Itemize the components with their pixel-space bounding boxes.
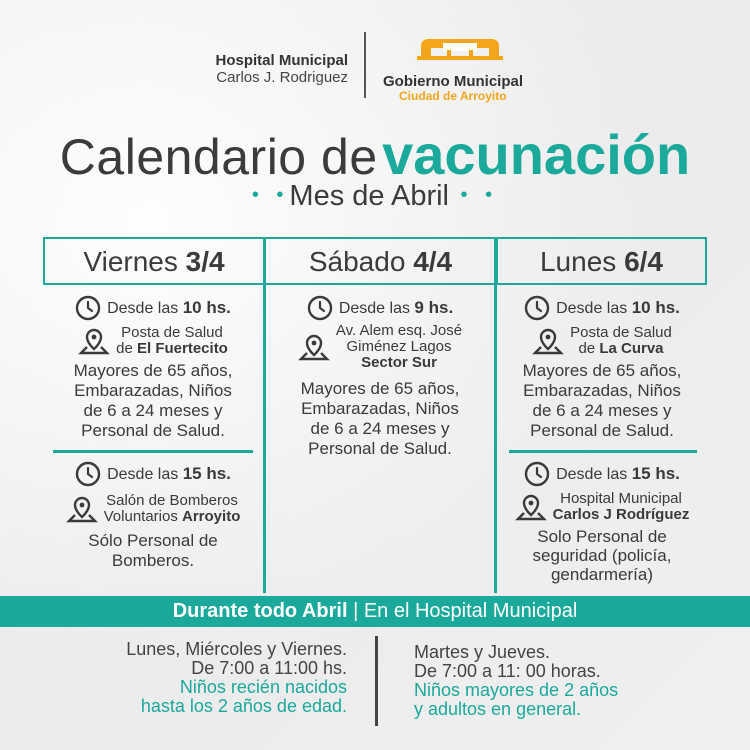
time-row: [43, 461, 263, 487]
hospital-name-line1: Hospital Municipal: [215, 52, 348, 69]
desc-line: Solo Personal de: [537, 527, 667, 546]
clock-icon: [75, 461, 101, 487]
place-line1: Av. Alem esq. José: [335, 322, 463, 339]
time-prefix: Desde las: [556, 466, 628, 483]
desc-line: gendarmería): [550, 565, 654, 584]
day-name: Sábado: [308, 246, 406, 277]
government-logo: [383, 36, 523, 103]
clock-icon: [307, 295, 333, 321]
place-line1: Hospital Municipal: [560, 490, 682, 507]
time-value: 9 hs.: [414, 298, 454, 317]
time-row: [43, 295, 263, 321]
audience-description: [497, 527, 707, 584]
place-line2-pre: de: [116, 340, 133, 357]
desc-line: Embarazadas, Niños: [74, 381, 232, 400]
desc-line: Bomberos.: [111, 551, 195, 570]
right-days: Martes y Jueves.: [414, 642, 551, 662]
place-line2-bold: La Curva: [599, 340, 664, 357]
day-header-friday: [43, 237, 265, 285]
clock-icon: [524, 461, 550, 487]
right-target1: Niños mayores de 2 años: [414, 680, 619, 700]
time-value: 10 hs.: [182, 298, 231, 317]
dots-left: • •: [251, 184, 290, 206]
clock-icon: [524, 295, 550, 321]
banner-bold: Durante todo Abril: [172, 600, 348, 622]
location-row: [43, 325, 263, 357]
schedule-entry: [497, 461, 707, 584]
day-date: 3/4: [185, 246, 225, 277]
left-hours: De 7:00 a 11:00 hs.: [191, 658, 347, 678]
desc-line: Personal de Salud.: [308, 439, 452, 458]
place-line2-bold: Sector Sur: [361, 354, 437, 371]
left-days: Lunes, Miércoles y Viernes.: [126, 639, 347, 659]
schedule-right: [414, 643, 618, 719]
time-prefix: Desde las: [556, 300, 628, 317]
time-row: [497, 295, 707, 321]
place-line2-pre: Voluntarios: [103, 508, 178, 525]
location-row: [497, 325, 707, 357]
time-prefix: Desde las: [107, 300, 179, 317]
place-line1: Posta de Salud: [121, 324, 223, 341]
location-pin-icon: [66, 495, 98, 523]
day-header-monday: [496, 237, 707, 285]
desc-line: Sólo Personal de: [88, 531, 218, 550]
dots-right: • •: [449, 184, 499, 206]
location-row: [266, 323, 494, 371]
place-line2-bold: El Fuertecito: [137, 340, 228, 357]
place-line2-bold: Arroyito: [182, 508, 241, 525]
schedule-entry: [43, 461, 263, 571]
schedule-entry: [497, 295, 707, 441]
schedule-grid: [43, 237, 707, 593]
left-target1: Niños recién nacidos: [179, 677, 347, 697]
gov-name-line1: Gobierno Municipal: [383, 73, 524, 90]
place-line2-bold: Carlos J Rodríguez: [552, 506, 690, 523]
desc-line: Mayores de 65 años,: [73, 361, 233, 380]
place-line2-pre: Giménez Lagos: [346, 338, 452, 355]
place-line1: Salón de Bomberos: [106, 492, 238, 509]
city-logo-icon: [415, 36, 505, 62]
audience-description: [43, 531, 263, 571]
all-april-banner: [0, 596, 750, 627]
entry-separator: [53, 450, 253, 453]
location-pin-icon: [515, 493, 547, 521]
subtitle-text: Mes de Abril: [289, 180, 449, 212]
hospital-name: [215, 52, 348, 86]
desc-line: Embarazadas, Niños: [523, 381, 681, 400]
time-value: 10 hs.: [631, 298, 680, 317]
location-pin-icon: [532, 327, 564, 355]
right-target2: y adultos en general.: [414, 699, 582, 719]
location-row: [497, 491, 707, 523]
desc-line: Mayores de 65 años,: [522, 361, 682, 380]
location-pin-icon: [78, 327, 110, 355]
page-subtitle: [0, 180, 750, 213]
place-line1: Posta de Salud: [570, 324, 672, 341]
day-date: 6/4: [624, 246, 663, 277]
audience-description: [266, 379, 494, 459]
right-hours: De 7:00 a 11: 00 horas.: [414, 661, 601, 681]
desc-line: Embarazadas, Niños: [301, 399, 459, 418]
desc-line: de 6 a 24 meses y: [310, 419, 450, 438]
desc-line: de 6 a 24 meses y: [83, 401, 223, 420]
banner-rest: En el Hospital Municipal: [363, 600, 578, 622]
header-divider: [364, 32, 366, 98]
bottom-divider: [375, 636, 378, 726]
gov-name-line2: Ciudad de Arroyito: [399, 89, 507, 103]
day-name: Lunes: [539, 246, 617, 277]
desc-line: Personal de Salud.: [81, 421, 225, 440]
desc-line: seguridad (policía,: [532, 546, 672, 565]
audience-description: [497, 361, 707, 441]
time-row: [497, 461, 707, 487]
schedule-left: [126, 640, 347, 716]
desc-line: Mayores de 65 años,: [300, 379, 460, 398]
title-part1: Calendario de: [59, 129, 378, 185]
schedule-entry: [266, 295, 494, 459]
location-pin-icon: [298, 333, 330, 361]
banner-separator: |: [353, 600, 359, 622]
desc-line: Personal de Salud.: [530, 421, 674, 440]
desc-line: de 6 a 24 meses y: [532, 401, 672, 420]
entry-separator: [509, 450, 697, 453]
time-value: 15 hs.: [182, 464, 231, 483]
title-part2: vacunación: [382, 123, 691, 186]
day-date: 4/4: [413, 246, 453, 277]
location-row: [43, 493, 263, 525]
clock-icon: [75, 295, 101, 321]
place-line2-pre: de: [578, 340, 596, 357]
time-value: 15 hs.: [631, 464, 680, 483]
time-prefix: Desde las: [338, 300, 410, 317]
page-title: [0, 122, 750, 187]
day-header-saturday: [265, 237, 496, 285]
left-target2: hasta los 2 años de edad.: [140, 696, 347, 716]
schedule-entry: [43, 295, 263, 441]
header: [0, 30, 750, 103]
day-name: Viernes: [83, 246, 178, 277]
audience-description: [43, 361, 263, 441]
hospital-name-line2: Carlos J. Rodriguez: [216, 69, 348, 86]
time-row: [266, 295, 494, 321]
time-prefix: Desde las: [107, 466, 179, 483]
